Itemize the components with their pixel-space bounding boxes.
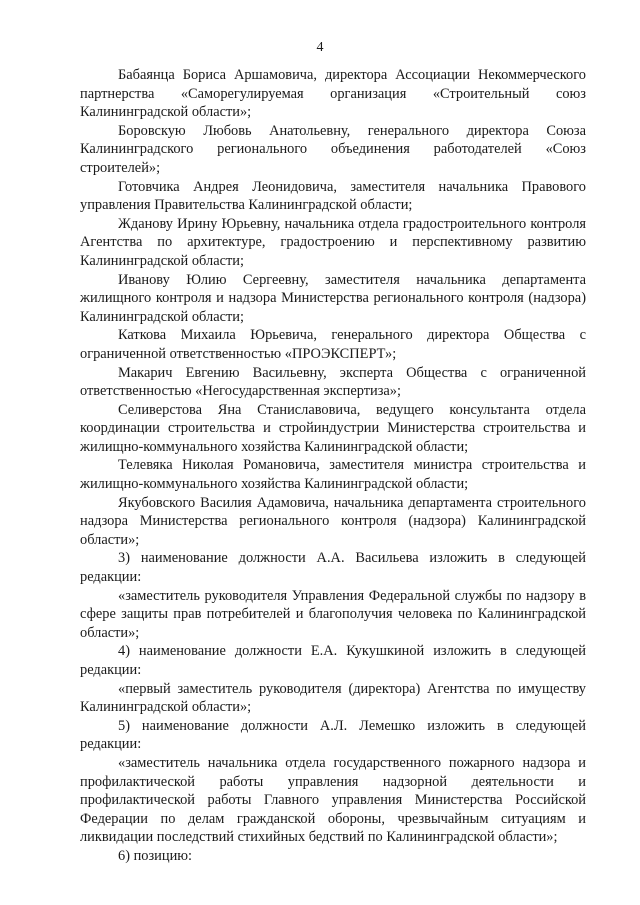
item-4-heading: 4) наименование должности Е.А. Кукушкиной изложить в следующей редакции: bbox=[80, 643, 586, 678]
paragraph-gotovchik: Готовчика Андрея Леонидовича, заместителя начальника Правового управления Правительства Калининградской области; bbox=[80, 178, 586, 214]
document-body bbox=[80, 66, 586, 866]
item-6-heading: 6) позицию: bbox=[118, 847, 193, 864]
item-3-text: «заместитель руководителя Управления Федеральной службы по надзору в сфере защиты прав потребителей и благополучия человека по Калининградской области»; bbox=[80, 587, 586, 641]
paragraph-zhdanova: Жданову Ирину Юрьевну, начальника отдела градостроительного контроля Агентства по архитектуре, градостроению и перспективному развитию Калининградской области; bbox=[80, 215, 586, 269]
item-5-text: «заместитель начальника отдела государственного пожарного надзора и профилактической работы управления надзорной деятельности и профилактической работы Главного управления Министерства Российской Федерации по делам гражданской обороны, чрезвычайным ситуациям и ликвидации последствий стихийных бедствий по Калининградской области»; bbox=[80, 754, 586, 846]
page-number: 4 bbox=[316, 40, 324, 55]
paragraph-borovskaya: Боровскую Любовь Анатольевну, генерального директора Союза Калининградского регионального объединения работодателей «Союз строителей»; bbox=[80, 122, 586, 176]
item-4-text: «первый заместитель руководителя (директора) Агентства по имуществу Калининградской области»; bbox=[80, 680, 586, 716]
item-3-heading: 3) наименование должности А.А. Васильева изложить в следующей редакции: bbox=[80, 550, 586, 586]
paragraph-seliverstov: Селиверстова Яна Станиславовича, ведущего консультанта отдела координации строительства и стройиндустрии Министерства строительства и жилищно-коммунального хозяйства Калининградской области; bbox=[80, 401, 586, 455]
paragraph-televyak: Телевяка Николая Романовича, заместителя министра строительства и жилищно-коммунального хозяйства Калининградской области; bbox=[80, 457, 586, 493]
item-5-heading: 5) наименование должности А.Л. Лемешко изложить в следующей редакции: bbox=[80, 717, 586, 753]
paragraph-yakubovsky: Якубовского Василия Адамовича, начальника департамента строительного надзора Министерства регионального контроля (надзора) Калининградской области»; bbox=[80, 494, 586, 548]
paragraph-ivanova: Иванову Юлию Сергеевну, заместителя начальника департамента жилищного контроля и надзора Министерства регионального контроля (надзора) Калининградской области; bbox=[80, 271, 586, 325]
paragraph-katkov: Каткова Михаила Юрьевича, генерального директора Общества с ограниченной ответственностью «ПРОЭКСПЕРТ»; bbox=[80, 327, 586, 362]
paragraph-babayants: Бабаянца Бориса Аршамовича, директора Ассоциации Некоммерческого партнерства «Саморегулируемая организация «Строительный союз Калининградской области»; bbox=[80, 67, 586, 121]
paragraph-makarich: Макарич Евгению Васильевну, эксперта Общества с ограниченной ответственностью «Негосударственная экспертиза»; bbox=[80, 364, 586, 400]
